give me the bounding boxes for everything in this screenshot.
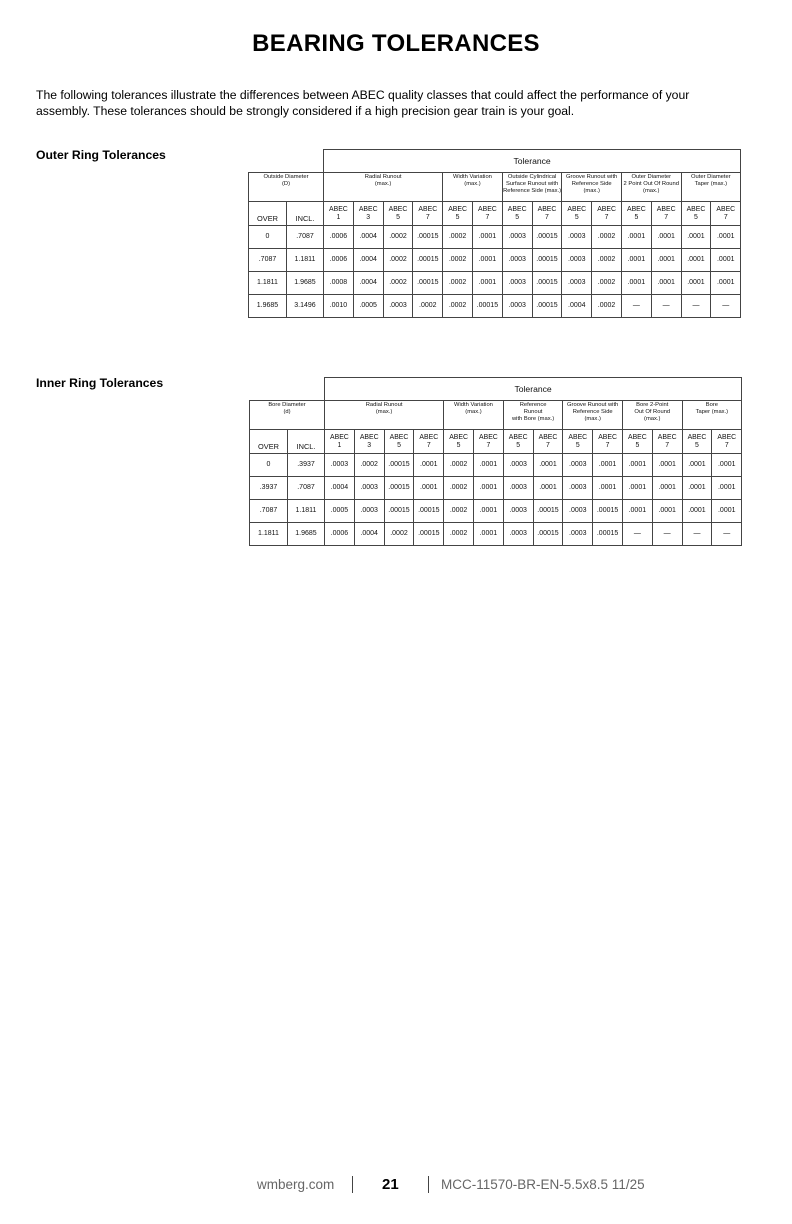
group-header: Bore 2-Point Out Of Round (max.) [622, 401, 682, 430]
incl-header: INCL. [288, 430, 325, 454]
footer-divider [352, 1176, 353, 1193]
table-cell: .3937 [288, 454, 325, 477]
abec-class-header: ABEC 7 [652, 430, 682, 454]
table-cell: 1.9685 [287, 272, 324, 295]
table-cell: .0001 [651, 249, 681, 272]
over-header: OVER [250, 430, 288, 454]
table-cell: .0005 [353, 295, 383, 318]
abec-class-header: ABEC 3 [353, 202, 383, 226]
abec-class-header: ABEC 5 [444, 430, 474, 454]
table-row [249, 249, 741, 272]
table-cell: — [621, 295, 651, 318]
abec-class-header: ABEC 7 [711, 202, 741, 226]
table-cell: .00015 [533, 500, 563, 523]
table-cell: .00015 [413, 226, 443, 249]
inner-ring-label: Inner Ring Tolerances [36, 376, 164, 390]
tolerance-header: Tolerance [324, 150, 741, 173]
table-cell: 0 [250, 454, 288, 477]
table-row [249, 295, 741, 318]
table-cell: 1.1811 [288, 500, 325, 523]
table-cell: .0002 [443, 295, 473, 318]
table-cell: .0002 [443, 272, 473, 295]
table-cell: .0002 [444, 454, 474, 477]
table-cell: .00015 [414, 523, 444, 546]
table-cell: .00015 [532, 226, 562, 249]
group-header: Outside Cylindrical Surface Runout with Reference Side (max.) [502, 173, 562, 202]
table-cell: 3.1496 [287, 295, 324, 318]
table-cell: .0001 [621, 272, 651, 295]
table-cell: .0003 [383, 295, 413, 318]
group-header: Radial Runout (max.) [324, 173, 443, 202]
table-cell: — [622, 523, 652, 546]
table-cell: .0001 [711, 249, 741, 272]
table-cell: — [712, 523, 742, 546]
table-cell: .0001 [681, 226, 711, 249]
table-cell: .00015 [532, 249, 562, 272]
table-cell: .0003 [503, 477, 533, 500]
group-header: Groove Runout with Reference Side (max.) [562, 173, 622, 202]
table-cell: .7087 [250, 500, 288, 523]
abec-class-header: ABEC 5 [621, 202, 651, 226]
table-cell: .0004 [325, 477, 355, 500]
document-code: MCC-11570-BR-EN-5.5x8.5 11/25 [441, 1177, 645, 1192]
table-cell: .0004 [562, 295, 592, 318]
table-cell: .0004 [353, 272, 383, 295]
table-cell: .0002 [592, 249, 622, 272]
inner-ring-table [249, 377, 742, 546]
table-cell: .0001 [621, 226, 651, 249]
outer-ring-table [248, 149, 741, 318]
table-cell: .0001 [414, 454, 444, 477]
table-cell: .00015 [384, 500, 414, 523]
table-cell: .0001 [473, 500, 503, 523]
table-cell: .0003 [502, 272, 532, 295]
table-cell: .00015 [593, 523, 623, 546]
table-row [249, 272, 741, 295]
table-cell: 1.9685 [288, 523, 325, 546]
table-row [250, 500, 742, 523]
incl-header: INCL. [287, 202, 324, 226]
table-cell: .0003 [502, 226, 532, 249]
page-number: 21 [382, 1176, 399, 1193]
table-cell: .3937 [250, 477, 288, 500]
table-cell: .00015 [532, 272, 562, 295]
tolerance-header: Tolerance [325, 378, 742, 401]
table-cell: .0001 [651, 226, 681, 249]
table-cell: 0 [249, 226, 287, 249]
table-cell: .0003 [563, 523, 593, 546]
abec-class-header: ABEC 7 [472, 202, 502, 226]
abec-class-header: ABEC 7 [532, 202, 562, 226]
table-cell: .7087 [249, 249, 287, 272]
table-cell: .0002 [383, 226, 413, 249]
dimension-header: Bore Diameter (d) [250, 401, 325, 430]
table-cell: .0001 [712, 500, 742, 523]
footer-divider [428, 1176, 429, 1193]
table-cell: .00015 [472, 295, 502, 318]
table-cell: .0002 [383, 272, 413, 295]
group-header: Radial Runout (max.) [325, 401, 444, 430]
table-cell: .0002 [413, 295, 443, 318]
table-cell: .0006 [324, 249, 354, 272]
table-cell: .0003 [562, 226, 592, 249]
table-cell: .0001 [593, 477, 623, 500]
table-cell: — [652, 523, 682, 546]
table-cell: .00015 [593, 500, 623, 523]
table-cell: .0003 [502, 295, 532, 318]
table-cell: .0001 [622, 500, 652, 523]
table-cell: 1.1811 [249, 272, 287, 295]
dimension-header: Outside Diameter (D) [249, 173, 324, 202]
table-cell: .00015 [384, 477, 414, 500]
table-cell: .0002 [443, 226, 473, 249]
abec-class-header: ABEC 7 [533, 430, 563, 454]
table-cell: .0001 [682, 454, 712, 477]
table-cell: .0004 [353, 249, 383, 272]
table-cell: .0002 [444, 477, 474, 500]
table-cell: .0002 [443, 249, 473, 272]
table-cell: .00015 [414, 500, 444, 523]
abec-class-header: ABEC 5 [503, 430, 533, 454]
table-cell: .0001 [711, 272, 741, 295]
group-header: Groove Runout with Reference Side (max.) [563, 401, 623, 430]
table-cell: .0001 [533, 454, 563, 477]
table-cell: .0001 [652, 477, 682, 500]
page-title: BEARING TOLERANCES [252, 30, 540, 57]
abec-class-header: ABEC 7 [712, 430, 742, 454]
table-cell: .0001 [682, 477, 712, 500]
table-cell: 1.1811 [250, 523, 288, 546]
table-cell: — [682, 523, 712, 546]
table-cell: 1.9685 [249, 295, 287, 318]
table-cell: .0001 [414, 477, 444, 500]
table-cell: .0001 [652, 500, 682, 523]
abec-class-header: ABEC 7 [593, 430, 623, 454]
table-cell: .0003 [503, 454, 533, 477]
abec-class-header: ABEC 5 [563, 430, 593, 454]
abec-class-header: ABEC 5 [682, 430, 712, 454]
page-footer [0, 1176, 792, 1196]
outer-ring-label: Outer Ring Tolerances [36, 148, 166, 162]
table-cell: .0001 [711, 226, 741, 249]
table-cell: .0001 [622, 454, 652, 477]
over-header: OVER [249, 202, 287, 226]
intro-paragraph: The following tolerances illustrate the differences between ABEC quality classes that could affect the performance of your assembly. These tolerances should be strongly considered if a high precision gear train is your goal. [36, 88, 690, 118]
table-cell: .0001 [682, 500, 712, 523]
abec-class-header: ABEC 5 [681, 202, 711, 226]
table-cell: .0001 [472, 272, 502, 295]
abec-class-header: ABEC 5 [383, 202, 413, 226]
table-cell: .0003 [502, 249, 532, 272]
table-cell: — [681, 295, 711, 318]
table-cell: .0006 [325, 523, 355, 546]
table-cell: .0002 [592, 272, 622, 295]
table-cell: .00015 [533, 523, 563, 546]
table-cell: .0001 [472, 249, 502, 272]
table-cell: .0006 [324, 226, 354, 249]
table-cell: .0001 [473, 454, 503, 477]
abec-class-header: ABEC 7 [592, 202, 622, 226]
table-cell: .0008 [324, 272, 354, 295]
table-cell: .0001 [533, 477, 563, 500]
abec-class-header: ABEC 5 [384, 430, 414, 454]
blank-corner [249, 150, 324, 173]
table-cell: .0002 [354, 454, 384, 477]
group-header: Outer Diameter Taper (max.) [681, 173, 741, 202]
table-cell: .0002 [592, 226, 622, 249]
table-cell: .0001 [622, 477, 652, 500]
table-cell: .0004 [353, 226, 383, 249]
group-header: Bore Taper (max.) [682, 401, 742, 430]
table-cell: .0003 [563, 477, 593, 500]
table-cell: .0001 [593, 454, 623, 477]
table-cell: .0003 [563, 500, 593, 523]
table-cell: .0002 [592, 295, 622, 318]
table-cell: .0001 [651, 272, 681, 295]
table-row [249, 226, 741, 249]
table-cell: .0001 [472, 226, 502, 249]
table-cell: — [711, 295, 741, 318]
table-cell: .0003 [563, 454, 593, 477]
table-row [250, 523, 742, 546]
table-cell: .0001 [652, 454, 682, 477]
abec-class-header: ABEC 7 [473, 430, 503, 454]
table-cell: .00015 [532, 295, 562, 318]
table-cell: .00015 [413, 272, 443, 295]
table-cell: .7087 [287, 226, 324, 249]
table-cell: .0002 [383, 249, 413, 272]
abec-class-header: ABEC 1 [324, 202, 354, 226]
group-header: Outer Diameter 2 Point Out Of Round (max.) [621, 173, 681, 202]
table-cell: .0001 [473, 523, 503, 546]
abec-class-header: ABEC 5 [562, 202, 592, 226]
abec-class-header: ABEC 5 [443, 202, 473, 226]
table-cell: .7087 [288, 477, 325, 500]
table-cell: .0003 [325, 454, 355, 477]
abec-class-header: ABEC 7 [651, 202, 681, 226]
table-cell: .0002 [384, 523, 414, 546]
table-cell: 1.1811 [287, 249, 324, 272]
group-header: Reference Runout with Bore (max.) [503, 401, 563, 430]
table-cell: .0002 [444, 523, 474, 546]
table-cell: .0003 [562, 272, 592, 295]
group-header: Width Variation (max.) [443, 173, 503, 202]
table-row [250, 454, 742, 477]
group-header: Width Variation (max.) [444, 401, 504, 430]
table-cell: .0003 [562, 249, 592, 272]
blank-corner [250, 378, 325, 401]
table-cell: .00015 [384, 454, 414, 477]
abec-class-header: ABEC 1 [325, 430, 355, 454]
table-cell: .0005 [325, 500, 355, 523]
abec-class-header: ABEC 5 [502, 202, 532, 226]
abec-class-header: ABEC 3 [354, 430, 384, 454]
table-cell: .0003 [354, 477, 384, 500]
table-cell: .0003 [503, 523, 533, 546]
table-cell: .0004 [354, 523, 384, 546]
table-cell: — [651, 295, 681, 318]
table-cell: .0001 [473, 477, 503, 500]
table-cell: .0001 [681, 272, 711, 295]
table-cell: .0001 [681, 249, 711, 272]
abec-class-header: ABEC 5 [622, 430, 652, 454]
table-cell: .0001 [712, 454, 742, 477]
table-cell: .0001 [712, 477, 742, 500]
table-row [250, 477, 742, 500]
table-cell: .0002 [444, 500, 474, 523]
footer-site: wmberg.com [257, 1177, 335, 1192]
table-cell: .0010 [324, 295, 354, 318]
table-cell: .0003 [503, 500, 533, 523]
table-cell: .0003 [354, 500, 384, 523]
abec-class-header: ABEC 7 [414, 430, 444, 454]
table-cell: .00015 [413, 249, 443, 272]
abec-class-header: ABEC 7 [413, 202, 443, 226]
table-cell: .0001 [621, 249, 651, 272]
